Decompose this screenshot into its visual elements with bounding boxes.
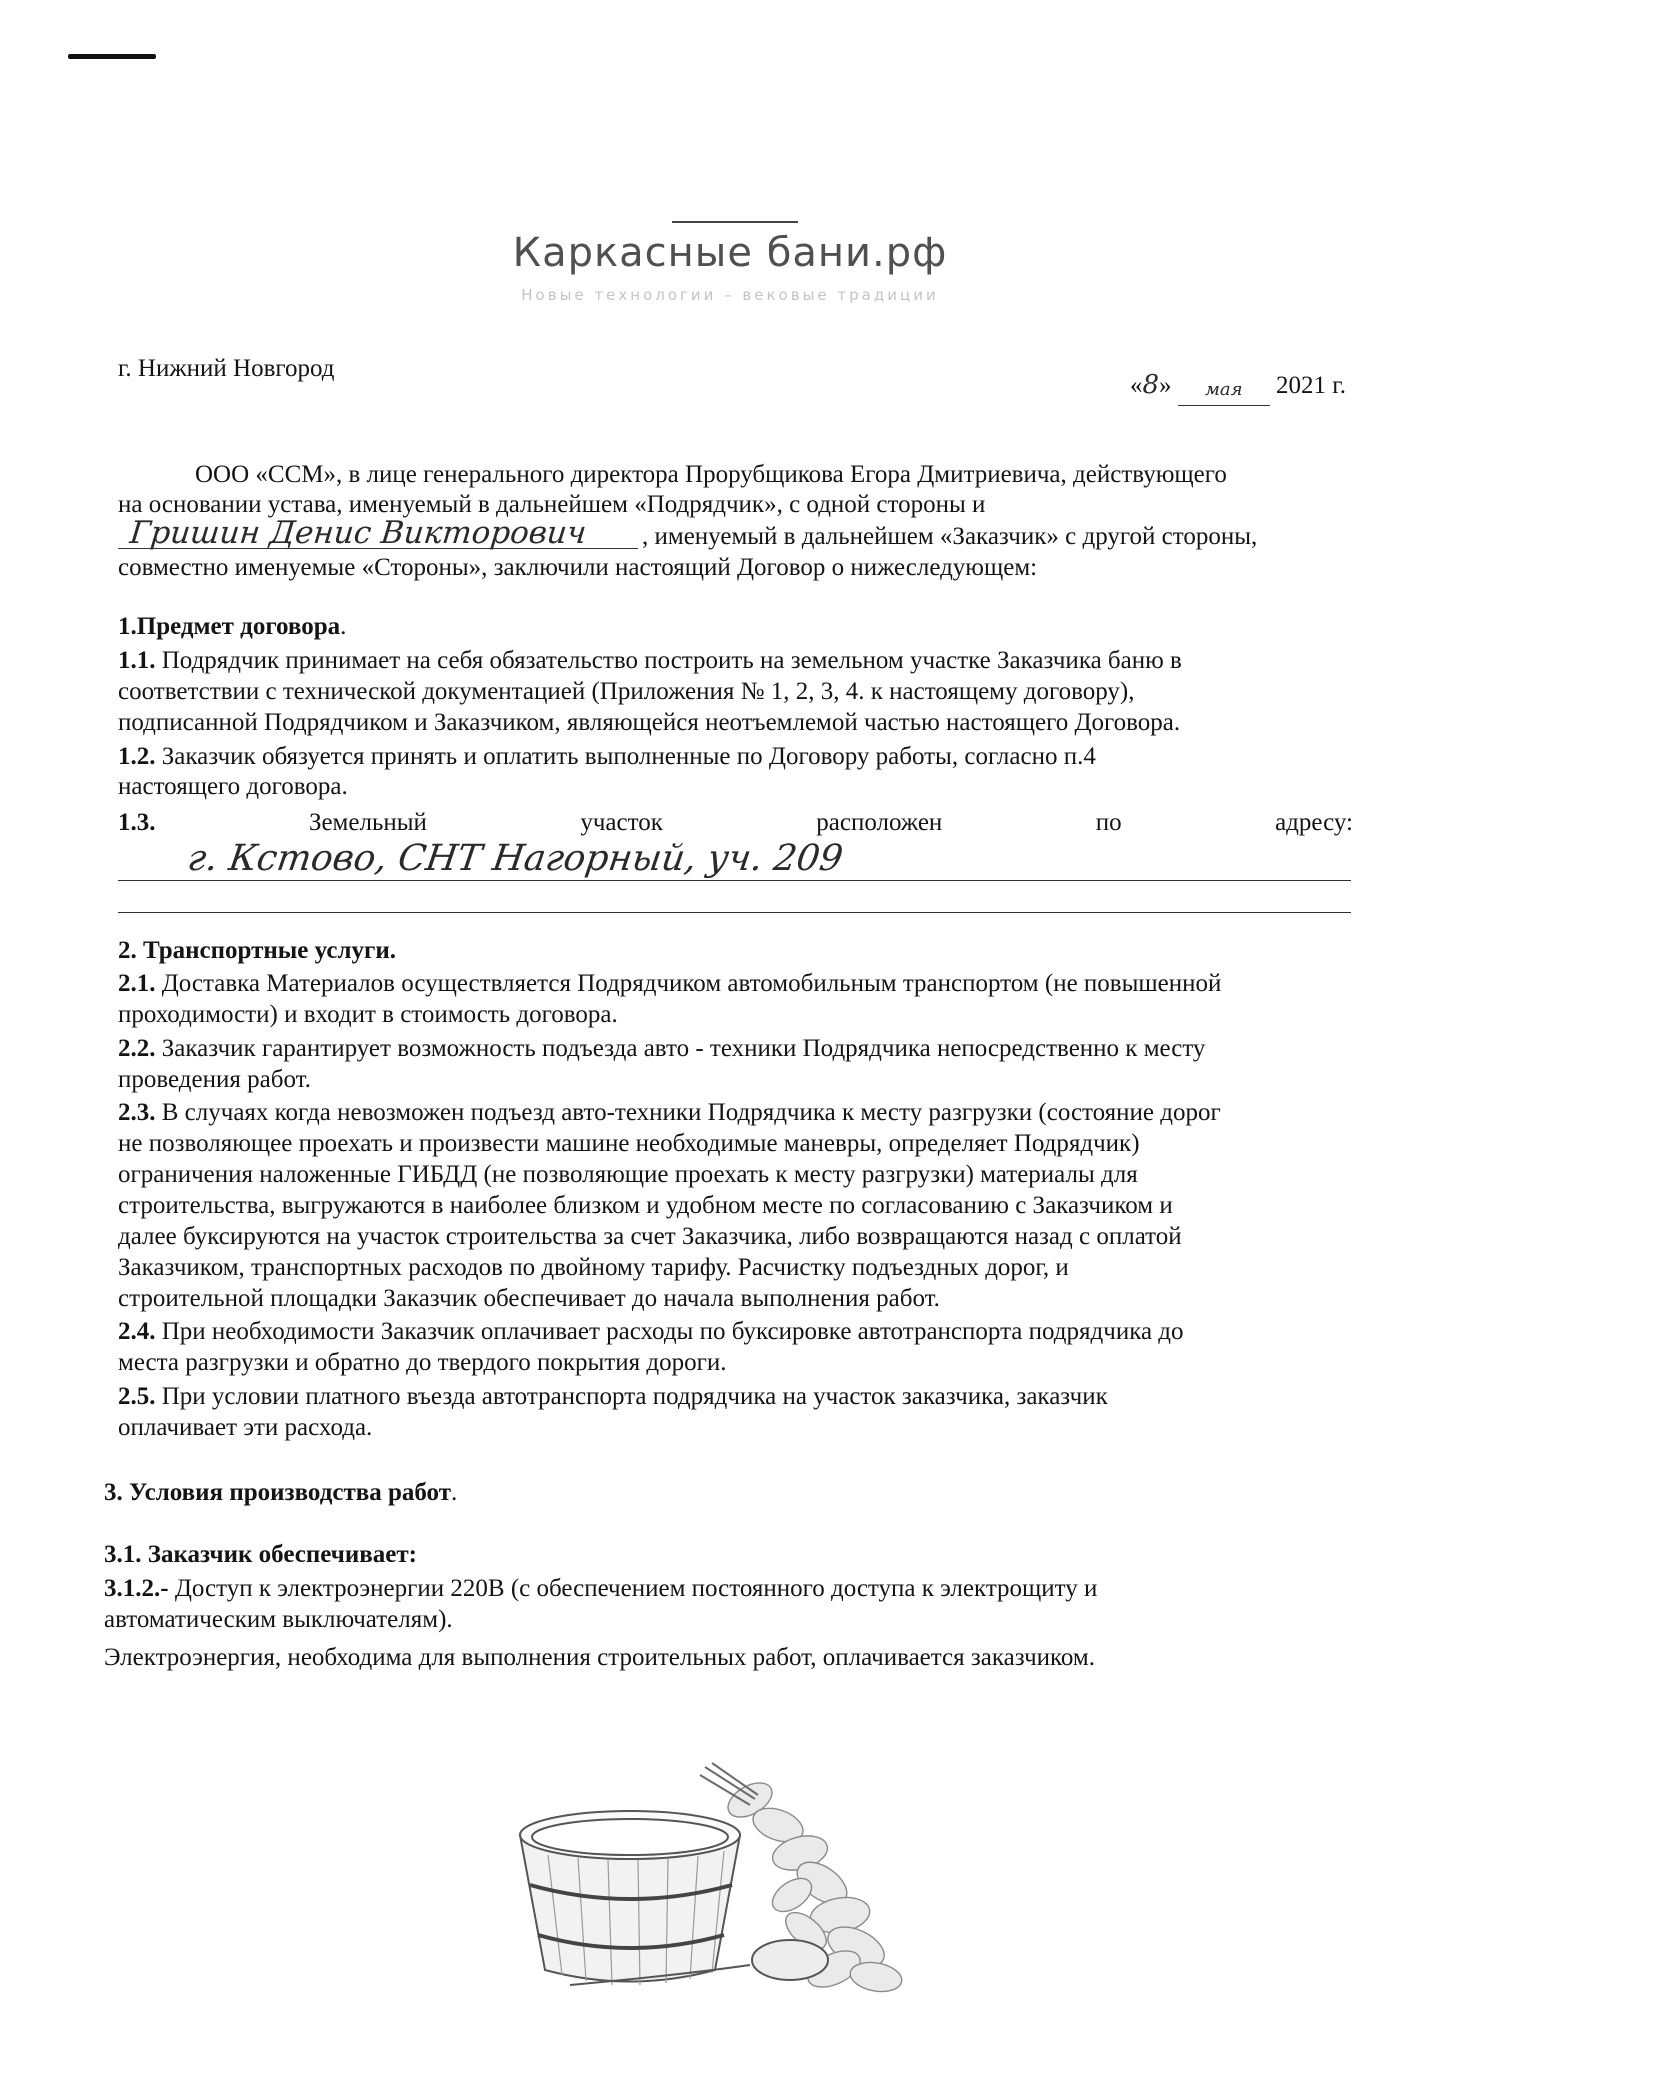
clause-2-4-line-1: 2.4. При необходимости Заказчик оплачивает расходы по буксировке автотранспорта подрядчика до: [118, 1318, 1184, 1345]
electricity-note: Электроэнергия, необходима для выполнения строительных работ, оплачивается заказчиком.: [104, 1644, 1095, 1671]
clause-2-3-line-3: ограничения наложенные ГИБДД (не позволяющие проехать к месту разгрузки) материалы для: [118, 1161, 1138, 1188]
clause-2-2-line-1: 2.2. Заказчик гарантирует возможность подъезда авто - техники Подрядчика непосредственно к месту: [118, 1035, 1206, 1062]
date-quote-open: «: [1130, 372, 1143, 399]
city: г. Нижний Новгород: [118, 355, 335, 382]
clause-3-1-2-line-2: автоматическим выключателям).: [104, 1606, 453, 1633]
bath-tub-and-broom-illustration: [500, 1755, 920, 2005]
clause-2-3-line-7: строительной площадки Заказчик обеспечивает до начала выполнения работ.: [118, 1285, 940, 1312]
date-month-handwritten: мая: [1205, 379, 1243, 400]
clause-2-3-line-1: 2.3. В случаях когда невозможен подъезд авто-техники Подрядчика к месту разгрузки (состояние дорог: [118, 1099, 1221, 1126]
clause-2-3-line-4: строительства, выгружаются в наиболее близком и удобном месте по согласованию с Заказчиком и: [118, 1192, 1173, 1219]
clause-1-3-line: 1.3. Земельный участок расположен по адресу:: [118, 809, 1353, 836]
date-month-field: [1178, 373, 1270, 406]
logo-rule: [672, 221, 798, 223]
clause-1-2-line-1: 1.2. Заказчик обязуется принять и оплатить выполненные по Договору работы, согласно п.4: [118, 743, 1096, 770]
clause-2-2-line-2: проведения работ.: [118, 1066, 311, 1093]
date-quote-close: »: [1159, 372, 1172, 399]
clause-2-4-line-2: места разгрузки и обратно до твердого покрытия дороги.: [118, 1349, 727, 1376]
clause-3-1-2-line-1: 3.1.2.- Доступ к электроэнергии 220В (с обеспечением постоянного доступа к электрощиту и: [104, 1575, 1098, 1602]
clause-2-1-line-2: проходимости) и входит в стоимость договора.: [118, 1001, 618, 1028]
date-day-handwritten: 8: [1142, 370, 1160, 400]
address-handwritten: г. Кстово, СНТ Нагорный, уч. 209: [185, 838, 846, 879]
date-line: [1130, 370, 1346, 404]
clause-2-3-line-6: Заказчиком, транспортных расходов по двойному тарифу. Расчистку подъездных дорог, и: [118, 1254, 1069, 1281]
preamble-line-3: , именуемый в дальнейшем «Заказчик» с другой стороны,: [642, 523, 1258, 550]
scan-mark: [68, 54, 156, 59]
clause-1-1-line-2: соответствии с технической документацией (Приложения № 1, 2, 3, 4. к настоящему договору),: [118, 678, 1135, 705]
section-2-heading: 2. Транспортные услуги.: [118, 937, 397, 964]
clause-2-5-line-1: 2.5. При условии платного въезда автотранспорта подрядчика на участок заказчика, заказчик: [118, 1383, 1108, 1410]
preamble-line-2: на основании устава, именуемый в дальнейшем «Подрядчик», с одной стороны и: [118, 491, 986, 518]
company-tagline: Новые технологии – вековые традиции: [521, 286, 939, 304]
section-1-heading: 1.Предмет договора.: [118, 613, 347, 640]
preamble-line-1: ООО «ССМ», в лице генерального директора Прорубщикова Егора Дмитриевича, действующего: [195, 461, 1227, 488]
clause-1-1-line-1: 1.1. Подрядчик принимает на себя обязательство построить на земельном участке Заказчика баню в: [118, 647, 1182, 674]
clause-2-5-line-2: оплачивает эти расхода.: [118, 1414, 373, 1441]
section-3-heading: 3. Условия производства работ.: [104, 1479, 458, 1506]
preamble-line-4: совместно именуемые «Стороны», заключили настоящий Договор о нижеследующем:: [118, 554, 1038, 581]
clause-2-3-line-2: не позволяющее проехать и произвести машине необходимые маневры, определяет Подрядчик): [118, 1130, 1140, 1157]
company-logo: Каркасные бани.рф: [512, 230, 948, 276]
clause-2-1-line-1: 2.1. Доставка Материалов осуществляется Подрядчиком автомобильным транспортом (не повышенной: [118, 970, 1222, 997]
address-underline-2: [118, 912, 1351, 913]
clause-1-1-line-3: подписанной Подрядчиком и Заказчиком, являющейся неотъемлемой частью настоящего Договора.: [118, 709, 1181, 736]
address-underline-1: [118, 880, 1351, 881]
clause-1-2-line-2: настоящего договора.: [118, 773, 348, 800]
date-year: 2021 г.: [1276, 372, 1346, 399]
subsection-3-1-heading: 3.1. Заказчик обеспечивает:: [104, 1541, 417, 1568]
clause-2-3-line-5: далее буксируются на участок строительства за счет Заказчика, либо возвращаются назад с оплатой: [118, 1223, 1182, 1250]
customer-name-handwritten: Гришин Денис Викторович: [128, 515, 589, 551]
